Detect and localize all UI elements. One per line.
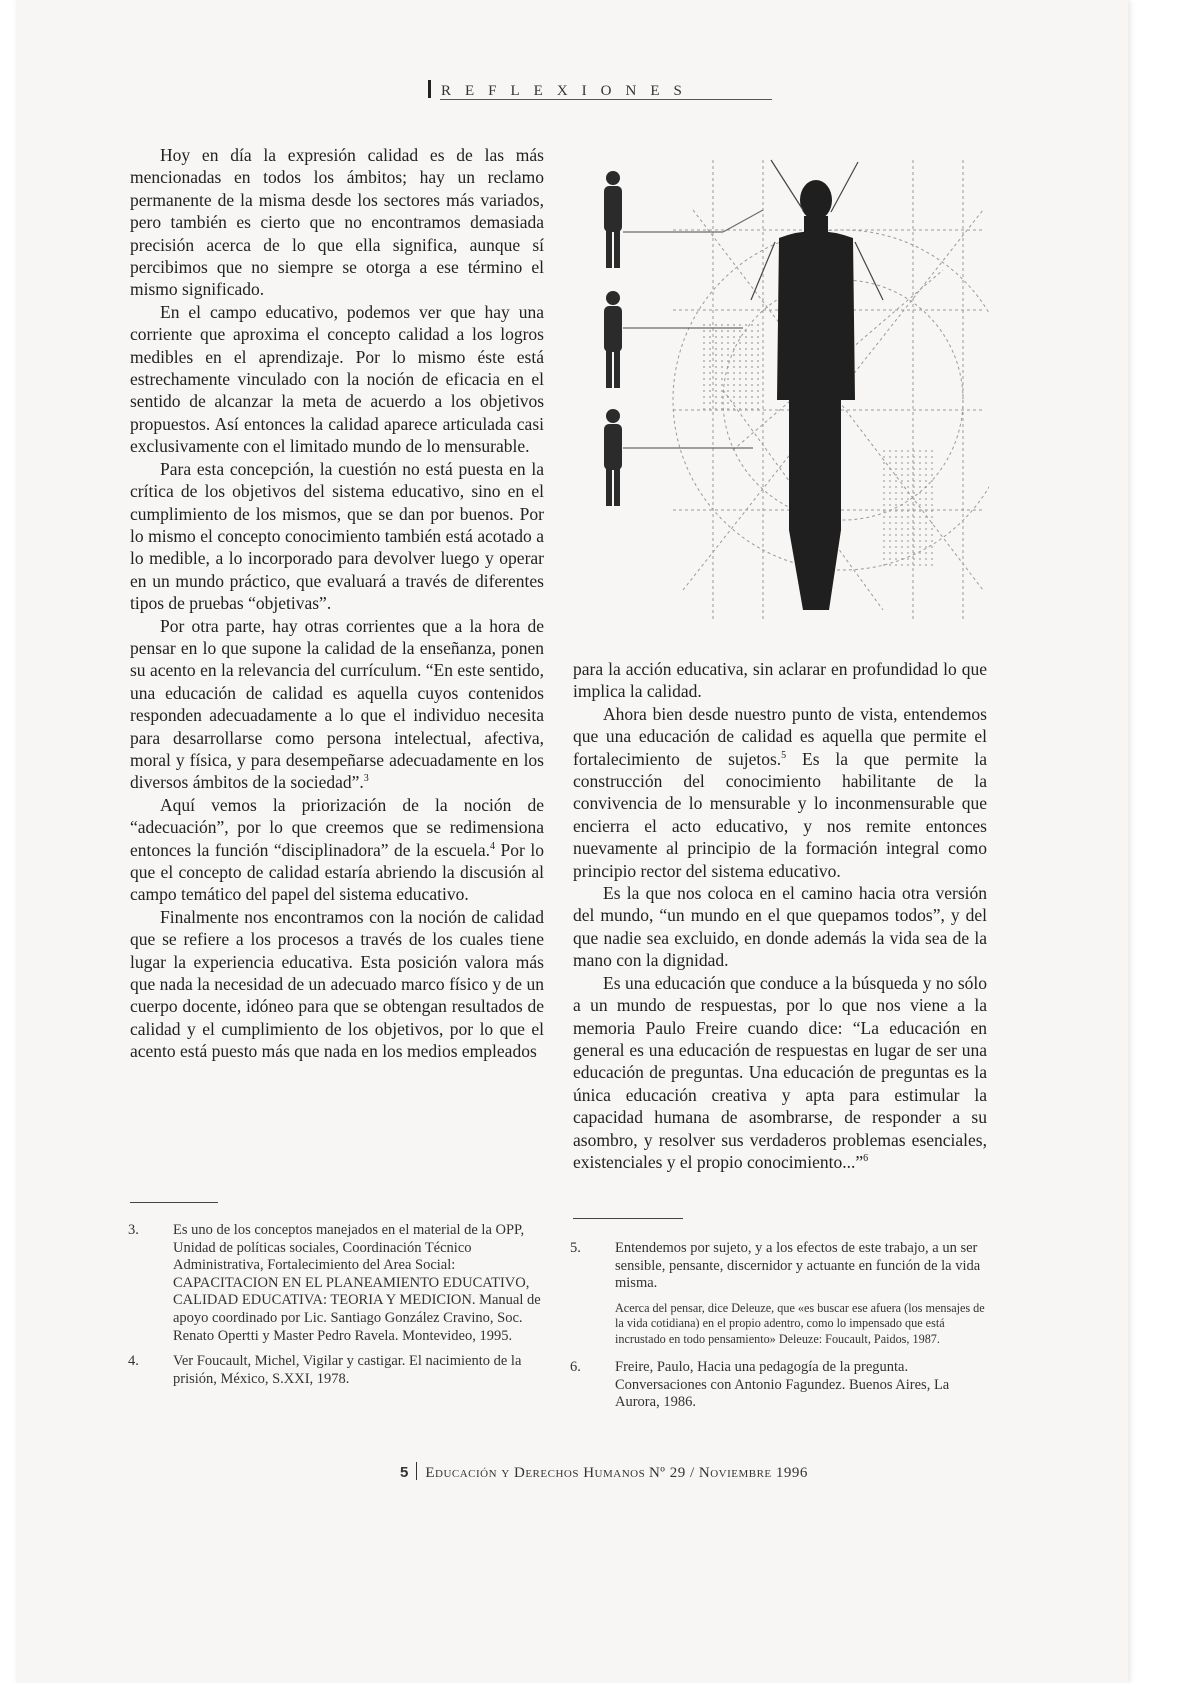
- footnote-text: Entendemos por sujeto, y a los efectos de este trabajo, a un ser sensible, pensante, discernidor y actuante en función de la vida misma.: [615, 1240, 981, 1292]
- footnotes-right: [570, 1240, 990, 1420]
- human-figures-illustration: [583, 150, 989, 630]
- footnote-text: Es uno de los conceptos manejados en el material de la OPP, Unidad de políticas sociales, Coordinación Técnico Administrativa, Fortalecimiento del Area Social: CAPACITACION EN EL PLANEAMIENTO EDUCATIVO, CALIDAD EDUCATIVA: TEORIA Y MEDICION. Manual de apoyo coordinado por Lic. Santiago González Cravino, Soc. Renato Opertti y Master Pedro Ravela. Montevideo, 1995.: [173, 1222, 541, 1344]
- right-column: [573, 658, 987, 1173]
- paragraph-text: Por otra parte, hay otras corrientes que a la hora de pensar en lo que supone la calidad de la enseñanza, ponen su acento en la relevancia del currículum. “En este sentido, una educación de calidad es aquella cuyos contenidos responden adecuadamente a lo que el individuo necesita para desarrollarse como persona intelectual, afectiva, moral y física, y para desempeñarse adecuadamente en los diversos ámbitos de la sociedad”.: [130, 615, 544, 793]
- footnote: [570, 1240, 990, 1293]
- footnote-rule-left: [130, 1202, 218, 1203]
- footnote: [570, 1359, 990, 1412]
- paragraph-text: Es la que permite la construcción del conocimiento habilitante de la convivencia de lo mensurable y lo inconmensurable que encierra el acto educativo, y nos remite entonces nuevamente al principio de la formación integral como principio rector del sistema educativo.: [573, 748, 987, 881]
- paragraph: [573, 703, 987, 882]
- paragraph: [130, 794, 544, 906]
- paragraph-text: Es una educación que conduce a la búsqueda y no sólo a un mundo de respuestas, por lo que nos viene a la memoria Paulo Freire cuando dice: “La educación en general es una educación de respuestas en lugar de ser una educación de preguntas. Una educación de preguntas es la única educación creativa y apta para estimular la capacidad humana de asombrarse, de responder a su asombro, y resolver sus verdaderos problemas esenciales, existenciales y el propio conocimiento...”: [573, 972, 987, 1172]
- footnote-ref: 5: [781, 749, 787, 761]
- footnote-number: 4.: [128, 1353, 139, 1370]
- footnote-number: 6.: [570, 1359, 581, 1376]
- footnote-number: 5.: [570, 1240, 581, 1256]
- footnote: [128, 1222, 546, 1345]
- publication-title: Educación y Derechos Humanos: [425, 1465, 646, 1481]
- paragraph: [573, 972, 987, 1174]
- paragraph: para la acción educativa, sin aclarar en profundidad lo que implica la calidad.: [573, 659, 987, 702]
- left-column: [130, 144, 544, 1063]
- footnote-ref: 6: [863, 1153, 869, 1165]
- footnote-ref: 3: [363, 773, 369, 785]
- footnote-number: 3.: [128, 1222, 139, 1238]
- page-number: 5: [400, 1464, 409, 1481]
- footnote: [128, 1353, 546, 1388]
- issue-info: Nº 29 / Noviembre 1996: [648, 1465, 808, 1481]
- page-footer: [400, 1462, 808, 1482]
- footnote-rule-right: [573, 1218, 683, 1219]
- paragraph: Es la que nos coloca en el camino hacia otra versión del mundo, “un mundo en el que quepamos todos”, y del que nadie sea excluido, en donde además la vida sea de la mano con la dignidad.: [573, 883, 987, 971]
- paragraph: [130, 615, 544, 794]
- paragraph-text: Por lo que el concepto de calidad estaría abriendo la discusión al campo temático del papel del sistema educativo.: [130, 839, 544, 905]
- paragraph: Finalmente nos encontramos con la noción de calidad que se refiere a los procesos a través de los cuales tiene lugar la experiencia educativa. Esta posición valora más que nada la necesidad de un adecuado marco físico y de un cuerpo docente, idóneo para que se obtengan resultados de calidad y el cumplimiento de los objetivos, por lo que el acento está puesto más que nada en los medios empleados: [130, 906, 544, 1062]
- footnote-quote: Acerca del pensar, dice Deleuze, que «es buscar ese afuera (los mensajes de la vida cotidiana) en el propio adentro, como lo impensado que está incrustado en todo pensamiento» Deleuze: Foucault, Paidos, 1987.: [615, 1300, 985, 1346]
- footnote-text: Ver Foucault, Michel, Vigilar y castigar. El nacimiento de la prisión, México, S.XXI, 1978.: [173, 1353, 522, 1387]
- footnote-ref: 4: [490, 840, 496, 852]
- section-title: REFLEXIONES: [441, 83, 696, 99]
- footnotes-left: [128, 1222, 546, 1396]
- paragraph: Hoy en día la expresión calidad es de las más mencionadas en todos los ámbitos; hay un reclamo permanente de la misma desde los sectores más variados, pero también es cierto que no encontramos demasiada precisión acerca de lo que ella significa, aunque sí percibimos que no siempre se otorga a ese término el mismo significado.: [130, 145, 544, 300]
- paragraph-text: Aquí vemos la priorización de la noción de “adecuación”, por lo que creemos que se redimensiona entonces la función “disciplinadora” de la escuela.: [130, 794, 544, 860]
- small-figures: [604, 171, 622, 506]
- large-figure: [777, 180, 855, 610]
- paragraph: En el campo educativo, podemos ver que hay una corriente que aproxima el concepto calidad a los logros medibles en el aprendizaje. Por lo mismo éste está estrechamente vinculado con la noción de eficacia en el sentido de alcanzar la meta de acuerdo a los objetivos propuestos. Así entonces la calidad aparece articulada casi exclusivamente con el limitado mundo de lo mensurable.: [130, 301, 544, 457]
- paragraph-text: Ahora bien desde nuestro punto de vista, entendemos que una educación de calidad es aquella que permite el fortalecimiento de sujetos.: [573, 703, 987, 769]
- footnote-text: Freire, Paulo, Hacia una pedagogía de la pregunta. Conversaciones con Antonio Fagundez. Buenos Aires, La Aurora, 1986.: [615, 1359, 950, 1411]
- header-bar: [428, 80, 431, 98]
- section-header: [428, 80, 772, 100]
- paragraph: Para esta concepción, la cuestión no está puesta en la crítica de los objetivos del sistema educativo, sino en el cumplimiento de los mismos, que se dan por buenos. Por lo mismo el concepto conocimiento también está acotado a lo medible, a lo incorporado para devolver luego y operar en un mundo práctico, que evaluará a través de diferentes tipos de pruebas “objetivas”.: [130, 458, 544, 614]
- header-rule: [440, 99, 772, 100]
- footer-divider: [416, 1462, 417, 1480]
